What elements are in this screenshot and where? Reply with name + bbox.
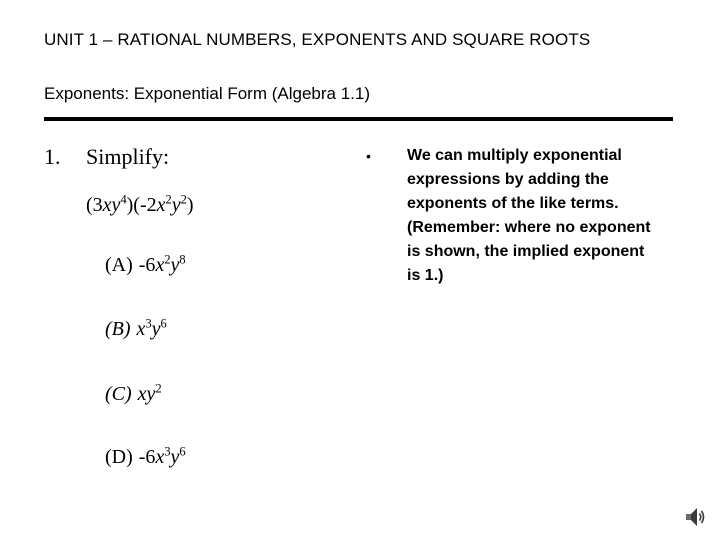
unit-title: UNIT 1 – RATIONAL NUMBERS, EXPONENTS AND SQUARE ROOTS — [44, 30, 591, 49]
hint-text: We can multiply exponential expressions by adding the exponents of the like terms. (Remember: where no exponent is shown, the implied exponent is 1.) — [407, 147, 651, 284]
hint-bullet: • — [366, 148, 371, 164]
answer-choice-c[interactable]: (C) $xy^2$ — [105, 381, 162, 405]
answer-choice-d[interactable]: (D) $-6x^3y^6$ — [105, 444, 186, 468]
answer-choice-b[interactable]: (B) $x^3y^6$ — [105, 316, 167, 340]
question-number: 1. — [44, 144, 61, 169]
lesson-title: Exponents: Exponential Form (Algebra 1.1) — [44, 84, 371, 103]
question-prompt: Simplify: — [86, 144, 170, 169]
question-expression: $(3xy^4)(-2x^2y^2)$ — [86, 192, 194, 216]
divider-rule — [44, 117, 673, 121]
speaker-icon[interactable] — [684, 505, 706, 529]
answer-choice-a[interactable]: (A) $-6x^2y^8$ — [105, 252, 186, 276]
